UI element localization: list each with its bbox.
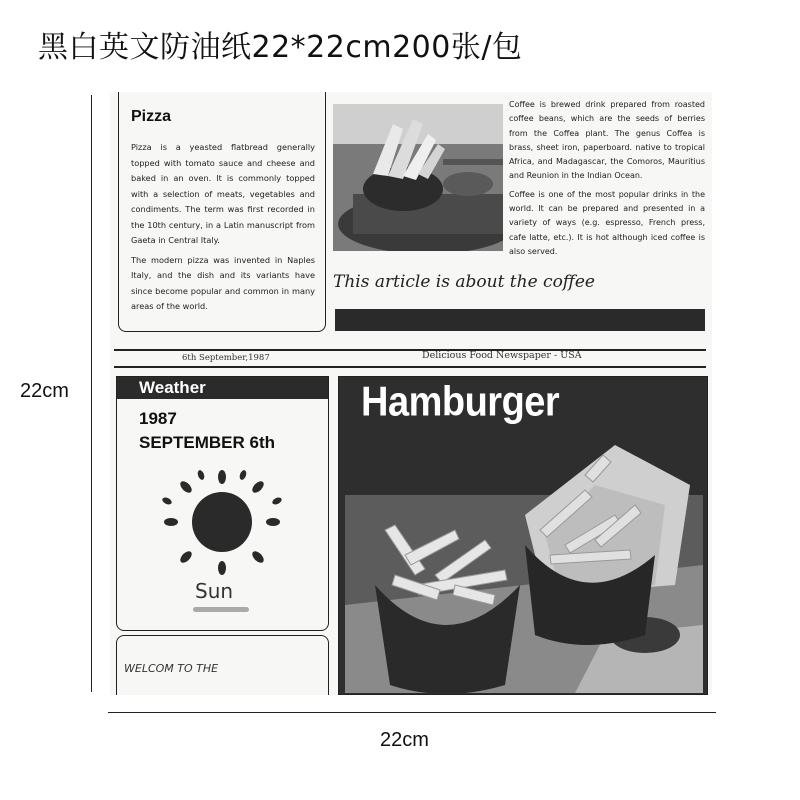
masthead-date: 6th September,1987 bbox=[182, 353, 270, 363]
masthead-rule-top bbox=[114, 349, 706, 351]
weather-header-bar bbox=[117, 377, 328, 399]
coffee-paragraph-2: Coffee is one of the most popular drinks in the world. It can be prepared and presented in a variety of ways (e.g. espresso, French press, cafe latte, etc.). It is hot although iced coffee is also served. bbox=[509, 189, 705, 256]
pizza-heading: Pizza bbox=[131, 108, 172, 125]
condition-underline bbox=[193, 607, 249, 612]
product-title: 黑白英文防油纸22*22cm200张/包 bbox=[38, 30, 523, 65]
coffee-script-caption: This article is about the coffee bbox=[333, 272, 595, 292]
weather-year: 1987 bbox=[139, 409, 177, 428]
welcome-text: WELCOM TO THE bbox=[124, 662, 219, 675]
wax-paper-sheet bbox=[110, 92, 712, 695]
weather-condition: Sun bbox=[195, 579, 234, 603]
pizza-paragraph-2: The modern pizza was invented in Naples Italy, and the dish and its variants have since become popular and common in many areas of the world. bbox=[131, 254, 315, 311]
weather-date: SEPTEMBER 6th bbox=[139, 433, 276, 452]
fries-photo-large bbox=[345, 435, 703, 693]
pizza-paragraph-1: Pizza is a yeasted flatbread generally topped with tomato sauce and cheese and baked in an oven. It is commonly topped with a selection of meats, vegetables and condiments. The term was first recorded in the 10th century, in a Latin manuscript from Gaeta in Central Italy. bbox=[131, 142, 315, 245]
dark-banner-bar bbox=[335, 309, 705, 331]
width-dimension-label: 22cm bbox=[380, 729, 429, 751]
fries-photo-small bbox=[333, 104, 503, 251]
coffee-paragraph-1: Coffee is brewed drink prepared from roasted coffee beans, which are the seeds of berries from the Coffea plant. The genus Coffea is brass, sheet iron, paperboard. native to tropical Africa, and Madagascar, the Comoros, Mauritius and Reunion in the Indian Ocean. bbox=[509, 100, 705, 181]
height-dimension-label: 22cm bbox=[20, 380, 69, 402]
sun-icon bbox=[157, 467, 287, 582]
hamburger-title: Hamburger bbox=[361, 379, 560, 426]
width-dimension-line bbox=[108, 712, 716, 713]
weather-label: Weather bbox=[139, 378, 206, 397]
coffee-article bbox=[509, 98, 705, 263]
masthead-paper-name: Delicious Food Newspaper - USA bbox=[422, 350, 582, 361]
height-dimension-line bbox=[91, 95, 92, 692]
hamburger-feature bbox=[338, 376, 708, 695]
pizza-article bbox=[118, 92, 326, 332]
masthead-rule-bottom bbox=[114, 366, 706, 368]
weather-panel bbox=[116, 376, 329, 631]
